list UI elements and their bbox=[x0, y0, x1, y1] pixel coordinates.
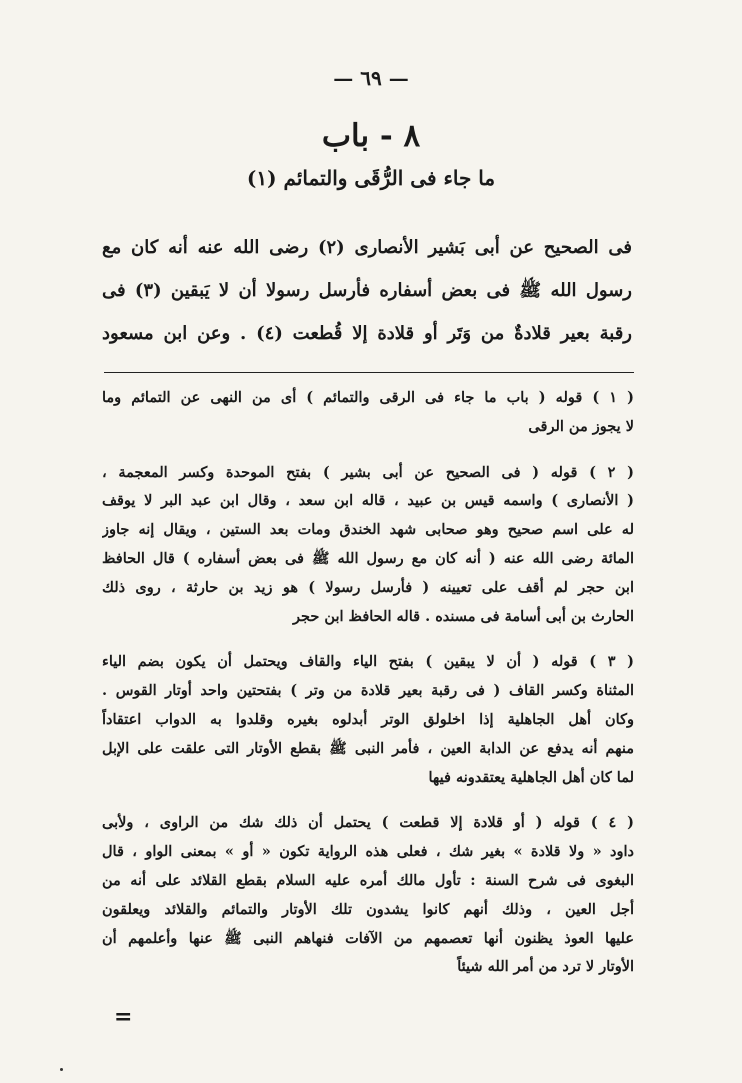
footnote-3 bbox=[102, 648, 634, 792]
footnote-line: لا يجوز من الرقى bbox=[528, 417, 634, 435]
footnote-line: المائة رضى الله عنه ( أنه كان مع رسول الله ﷺ فى بعض أسفاره ) قال الحافظ bbox=[102, 549, 634, 567]
footnote-line: داود « ولا قلادة » بغير شك ، فعلى هذه الرواية تكون « أو » بمعنى الواو ، قال bbox=[102, 843, 634, 861]
footnote-line: ابن حجر لم أقف على تعيينه ( فأرسل رسولا ) هو زيد بن حارثة ، روى ذلك bbox=[102, 578, 634, 596]
footnote-line: ( ٣ ) قوله ( أن لا يبقين ) بفتح الياء والقاف ويحتمل أن يكون بضم الياء bbox=[102, 653, 634, 671]
footnote-2 bbox=[102, 459, 634, 632]
end-mark: = bbox=[114, 1004, 131, 1030]
footnote-1 bbox=[102, 384, 634, 442]
footnote-line: أجل العين ، وذلك أنهم كانوا يشدون تلك الأوتار والتمائم والقلائد ويعلقون bbox=[102, 900, 634, 918]
footnote-4 bbox=[102, 809, 634, 982]
ink-dot bbox=[60, 1068, 63, 1071]
main-text-line: فى الصحيح عن أبى بَشير الأنصارى (٢) رضى الله عنه أنه كان مع bbox=[102, 237, 632, 258]
footnote-line: لما كان أهل الجاهلية يعتقدونه فيها bbox=[428, 768, 634, 786]
footnote-line: ( ٢ ) قوله ( فى الصحيح عن أبى بشير ) بفتح الموحدة وكسر المعجمة ، bbox=[102, 463, 634, 481]
footnote-line: له على اسم صحيح وهو صحابى شهد الخندق ومات بعد الستين ، ويقال إنه جاوز bbox=[102, 521, 634, 539]
main-text-line: رقبة بعير قلادةٌ من وَتَر أو قلادة إلا قُطعت (٤) . وعن ابن مسعود bbox=[102, 323, 632, 344]
footnote-line: ( ٤ ) قوله ( أو قلادة إلا قطعت ) يحتمل أن ذلك شك من الراوى ، ولأبى bbox=[102, 814, 634, 832]
footnote-line: الحارث بن أبى أسامة فى مسنده . قاله الحافظ ابن حجر bbox=[293, 607, 634, 625]
footnote-line: عليها العوذ يظنون أنها تعصمهم من الآفات فنهاهم النبى ﷺ عنها وأعلمهم أن bbox=[102, 929, 634, 947]
footnote-separator bbox=[104, 372, 634, 373]
footnote-line: ( ١ ) قوله ( باب ما جاء فى الرقى والتمائم ) أى من النهى عن التمائم وما bbox=[102, 389, 634, 406]
footnote-line: المثناة وكسر القاف ( فى رقبة بعير قلادة من وتر ) بفتحتين واحد أوتار القوس . bbox=[102, 682, 634, 700]
page-number: — ٦٩ — bbox=[333, 66, 409, 90]
main-text bbox=[102, 226, 632, 355]
footnote-line: ( الأنصارى ) واسمه قيس بن عبيد ، قاله ابن سعد ، وقال ابن عبد البر لا يوقف bbox=[102, 492, 634, 510]
footnote-line: وكان أهل الجاهلية إذا اخلولق الوتر أبدلوه بغيره وقلدوا به الدواب اعتقاداً bbox=[102, 710, 634, 728]
footnote-line: منهم أنه يدفع عن الدابة العين ، فأمر النبى ﷺ بقطع الأوتار التى علقت على الإبل bbox=[102, 739, 634, 757]
main-text-line: رسول الله ﷺ فى بعض أسفاره فأرسل رسولا أن لا يَبقين (٣) فى bbox=[102, 280, 632, 301]
footnote-line: الأوتار لا ترد من أمر الله شيئاً bbox=[457, 958, 634, 976]
chapter-heading: ٨ - باب bbox=[321, 118, 421, 154]
footnote-line: البغوى فى شرح السنة : تأول مالك أمره عليه السلام بقطع القلائد على أنه من bbox=[102, 871, 634, 889]
chapter-subtitle: ما جاء فى الرُّقَى والتمائم (١) bbox=[246, 166, 496, 190]
footnotes bbox=[102, 384, 634, 999]
